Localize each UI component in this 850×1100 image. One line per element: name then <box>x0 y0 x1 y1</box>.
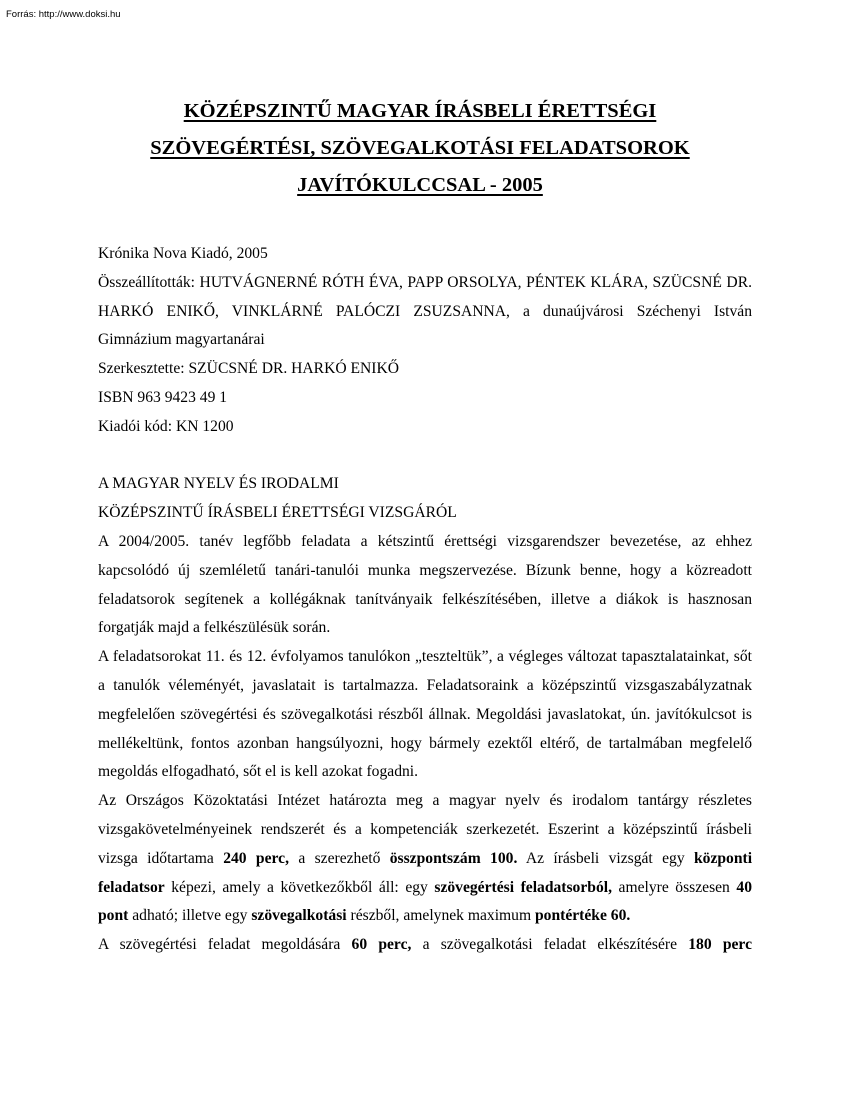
paragraph-4-bold: 60 perc, <box>351 936 412 954</box>
paragraph-4-text: A szövegértési feladat megoldására <box>98 936 352 954</box>
paragraph-3-bold: pontértéke 60. <box>535 907 631 925</box>
paragraph-3-text: Az Országos Közoktatási Intézet határozta meg a magyar nyelv és irodalom tantárgy részletes vizsgakövetelményeinek rendszerét és a kompetenciák szerkezetét. Eszerint a középszintű írásbeli vizsga időtartama <box>98 792 752 867</box>
title-line-3: JAVÍTÓKULCCSAL - 2005 <box>297 174 543 196</box>
publisher-line: Krónika Nova Kiadó, 2005 <box>98 245 268 262</box>
isbn-line: ISBN 963 9423 49 1 <box>98 388 228 406</box>
paragraph-3-bold: szövegalkotási <box>251 907 347 925</box>
document-title <box>90 93 750 204</box>
paragraph-3-text: adható; illetve egy <box>128 907 252 925</box>
source-note: Forrás: http://www.doksi.hu <box>6 9 121 20</box>
paragraph-3-text: részből, amelynek maximum <box>346 907 535 925</box>
paragraph-3-text: amelyre összesen <box>611 878 737 896</box>
paragraph-4-bold: 180 perc <box>688 936 752 954</box>
publisher-code-line: Kiadói kód: KN 1200 <box>98 417 234 435</box>
editor-line: Szerkesztette: SZÜCSNÉ DR. HARKÓ ENIKŐ <box>98 360 400 378</box>
paragraph-1: A 2004/2005. tanév legfőbb feladata a kétszintű érettségi vizsgarendszer bevezetése, az ehhez kapcsolódó új szemléletű tanári-tanulói munka megszervezése. Bízunk benne, hogy a közreadott feladatsorok segítenek a kollégáknak tanítványaik felkészítésében, illetve a diákok is hasznosan forgatják majd a felkészülésük során. <box>98 532 752 637</box>
paragraph-3-text: Az írásbeli vizsgát egy <box>517 849 694 867</box>
paragraph-3-text: képezi, amely a következőkből áll: egy <box>164 878 435 896</box>
spacer <box>98 442 752 471</box>
title-line-1: KÖZÉPSZINTŰ MAGYAR ÍRÁSBELI ÉRETTSÉGI <box>183 100 657 122</box>
paragraph-4-text: a szövegalkotási feladat elkészítésére <box>411 936 689 954</box>
paragraph-3-bold: szövegértési feladatsorból, <box>434 878 612 896</box>
paragraph-3-text: a szerezhető <box>289 849 390 867</box>
paragraph-4 <box>98 931 752 960</box>
paragraph-3 <box>98 787 752 931</box>
authors-line: Összeállították: HUTVÁGNERNÉ RÓTH ÉVA, PAPP ORSOLYA, PÉNTEK KLÁRA, SZÜCSNÉ DR. HARKÓ ENIKŐ, VINKLÁRNÉ PALÓCZI ZSUZSANNA, a dunaújvárosi Széchenyi István Gimnázium magyartanárai <box>98 273 752 349</box>
section-heading-1: A MAGYAR NYELV ÉS IRODALMI <box>98 475 339 493</box>
title-line-2: SZÖVEGÉRTÉSI, SZÖVEGALKOTÁSI FELADATSOROK <box>150 137 690 159</box>
paragraph-3-bold: központi feladatsor <box>98 849 753 896</box>
paragraph-3-bold: összpontszám 100. <box>389 849 518 867</box>
paragraph-3-bold: 240 perc, <box>223 849 289 867</box>
section-heading-2: KÖZÉPSZINTŰ ÍRÁSBELI ÉRETTSÉGI VIZSGÁRÓL <box>98 504 457 522</box>
paragraph-3-bold: 40 pont <box>98 878 752 925</box>
document-body <box>98 240 752 960</box>
paragraph-2: A feladatsorokat 11. és 12. évfolyamos tanulókon „teszteltük”, a végleges változat tapasztalatainkat, sőt a tanulók véleményét, javaslatait is tartalmazza. Feladatsoraink a középszintű vizsgaszabályzatnak megfelelően szövegértési és szövegalkotási részből állnak. Megoldási javaslatokat, ún. javítókulcsot is mellékeltünk, fontos azonban hangsúlyozni, hogy bármely ezektől eltérő, de tartalmában megfelelő megoldás elfogadható, sőt el is kell azokat fogadni. <box>98 648 752 781</box>
